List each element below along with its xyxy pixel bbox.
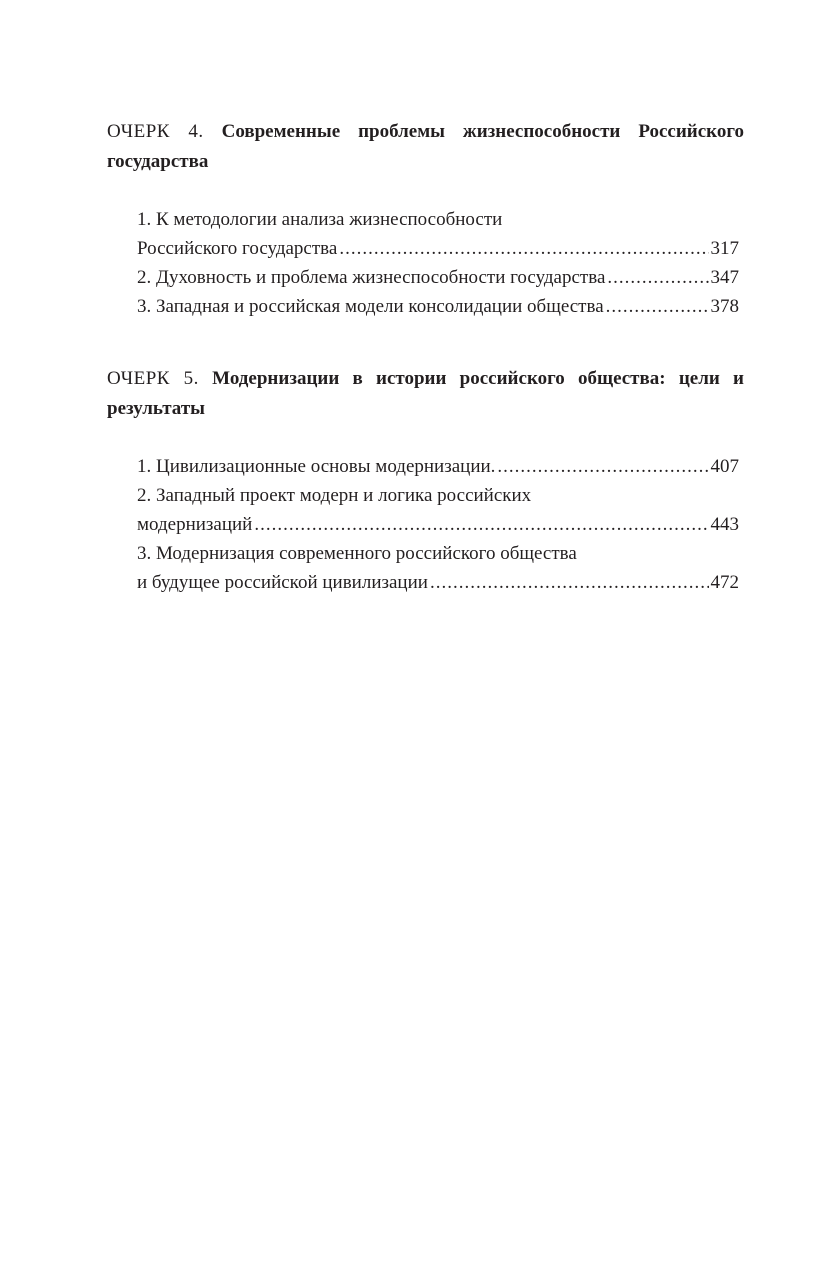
- toc-entry-title: 2. Западный проект модерн и логика российских: [137, 485, 532, 506]
- dot-leader: [497, 452, 708, 481]
- essay-5-section: [107, 364, 744, 424]
- toc-entry-first-line: [137, 481, 739, 510]
- essay-5-entries: [137, 452, 739, 597]
- toc-entry-last-line: [137, 452, 739, 481]
- toc-entry[interactable]: [137, 452, 739, 481]
- toc-entry-title: 3. Западная и российская модели консолидации общества: [137, 296, 604, 317]
- toc-entry[interactable]: [137, 205, 739, 263]
- toc-entry-page: 472: [710, 572, 739, 593]
- toc-entry-last-line: [137, 568, 739, 597]
- dot-leader: [254, 510, 708, 539]
- essay-4-entries: [137, 205, 739, 321]
- toc-entry-title-cont: и будущее российской цивилизации: [137, 572, 428, 593]
- toc-entry[interactable]: [137, 292, 739, 321]
- dot-leader: [606, 292, 709, 321]
- toc-entry-title-cont: Российского государства: [137, 238, 338, 259]
- essay-5-label: ОЧЕРК 5.: [107, 368, 199, 389]
- toc-entry-title: 3. Модернизация современного российского общества: [137, 543, 577, 564]
- toc-entry-last-line: [137, 234, 739, 263]
- toc-entry[interactable]: [137, 539, 739, 597]
- toc-entry-title: 2. Духовность и проблема жизнеспособности государства: [137, 267, 606, 288]
- toc-entry-page: 443: [710, 514, 739, 535]
- toc-entry-last-line: [137, 263, 739, 292]
- dot-leader: [339, 234, 708, 263]
- essay-5-heading: [107, 364, 744, 424]
- toc-entry[interactable]: [137, 263, 739, 292]
- dot-leader: [430, 568, 709, 597]
- dot-leader: [607, 263, 708, 292]
- toc-entry-last-line: [137, 292, 739, 321]
- essay-5-title: Модернизации в истории российского общества: цели и результаты: [107, 368, 744, 419]
- essay-4-label: ОЧЕРК 4.: [107, 121, 204, 142]
- essay-4-title: Современные проблемы жизнеспособности Российского государства: [107, 121, 744, 172]
- toc-entry-first-line: [137, 539, 739, 568]
- toc-entry-title: 1. Цивилизационные основы модернизации.: [137, 456, 496, 477]
- toc-entry-last-line: [137, 510, 739, 539]
- toc-entry[interactable]: [137, 481, 739, 539]
- toc-entry-page: 378: [710, 296, 739, 317]
- essay-4-section: [107, 117, 744, 177]
- essay-4-heading: [107, 117, 744, 177]
- toc-entry-first-line: [137, 205, 739, 234]
- toc-entry-page: 347: [710, 267, 739, 288]
- toc-entry-page: 317: [710, 238, 739, 259]
- toc-entry-page: 407: [710, 456, 739, 477]
- toc-entry-title-cont: модернизаций: [137, 514, 253, 535]
- toc-entry-title: 1. К методологии анализа жизнеспособности: [137, 209, 503, 230]
